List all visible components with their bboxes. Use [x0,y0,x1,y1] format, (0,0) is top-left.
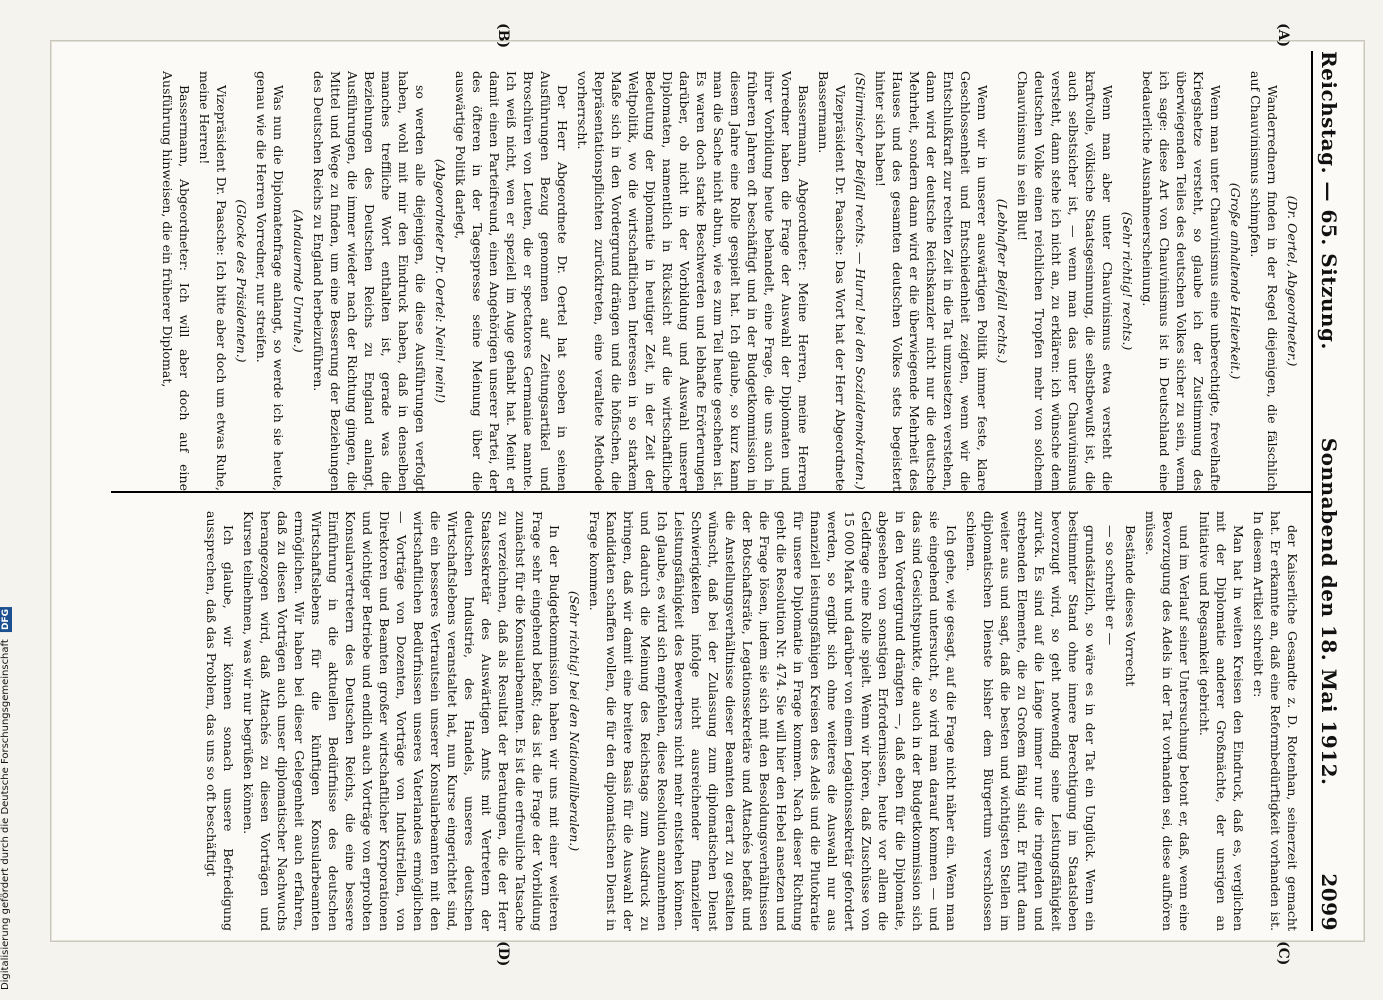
paragraph: Bassermann, Abgeordneter: Ich will aber doch auf eine Ausführung hinweisen, die ein früherer Diplomat, [160,71,192,491]
paragraph: (Große anhaltende Heiterkeit.) [1228,182,1243,380]
header-center: Sonnabend den 18. Mai 1912. [1317,437,1341,786]
margin-marker-c: (C) [1275,941,1291,966]
margin-marker-a: (A) [1275,23,1291,48]
scanned-page [50,23,1365,967]
paragraph: (Andauernde Unruhe.) [291,209,306,353]
digitization-note [0,607,12,990]
paragraph: der Kaiserliche Gesandte z. D. Rotenhan, seinerzeit gemacht hat. Er erkannte an, daß eine Reformbedürftigkeit vorhanden ist. In diesem Artikel schreibt er: [1251,511,1300,931]
paragraph: (Glocke des Präsidenten.) [234,199,249,363]
paragraph: Bassermann, Abgeordneter: Meine Herren, meine Herren Vorredner haben die Frage der Auswahl der Diplomaten und ihrer Vorbildung heute behandelt, eine Frage, die uns auch in früheren Jahren oft beschäftigt und in der Budgetkommission in diesem Jahre eine Rolle gespielt hat. Ich glaube, so kurz kann man die Sache nicht abtun, wie es zum Teil heute geschehen ist. Es waren doch starke Beschwerden und lebhafte Erörterungen darüber, ob nicht in der Vorbildung und Auswahl unserer Diplomaten, namentlich in Rücksicht auf die wirtschaftliche Bedeutung der Diplomatie in heutiger Zeit, in der Zeit der Weltpolitik, wo die wirtschaftlichen Interessen in so starkem Maße sich in den Vordergrund drängen und die höfischen, die Repräsentationspflichten zurücktreten, eine veraltete Methode vorherrscht. [575,71,811,491]
paragraph: (Stürmischer Beifall rechts. — Hurra! bei den Sozialdemokraten.) [853,72,868,490]
paragraph: In der Budgetkommission haben wir uns mit einer weiteren Frage sehr eingehend befaßt; das ist die Frage der Vorbildung zunächst für die Konsularbeamten. Es ist die erfreuliche Tatsache zu verzeichnen, daß als Resultat der Beratungen, die der Herr Staatssekretär des Auswärtigen Amts mit Vertretern der deutschen Industrie, des Handels, unseres deutschen Wirtschaftslebens veranstaltet hat, nun Kurse eingerichtet sind, die ein besseres Vertrautsein unserer Konsularbeamten mit den wirtschaftlichen Bedürfnissen unseres Vaterlandes ermöglichen — Vorträge von Dozenten, Vorträge von Industriellen, von Direktoren und Beamten großer wirtschaftlicher Korporationen und wichtiger Betriebe und endlich auch Vorträge von erprobten Konsularvertretern des Deutschen Reichs, die eine bessere Einführung in die aktuellen Bedürfnisse des deutschen Wirtschaftslebens für die künftigen Konsularbeamten ermöglichen. Wir haben bei dieser Gelegenheit auch erfahren, daß zu diesen Vorträgen auch unser diplomatischer Nachwuchs herangezogen wird, daß Attachés zu diesen Vorträgen und Kursen teilnehmen, was wir nur begrüßen können. [241,511,562,931]
page-header [1311,51,1351,931]
paragraph: Wenn wir in unserer auswärtigen Politik immer feste, klare Geschlossenheit und Entschiedenheit zeigten, wenn wir die Entschlußkraft zur rechten Zeit in die Tat umzusetzen verstehen, dann wird der deutsche Reichskanzler nicht nur die deutsche Mehrheit, sondern dann wird er die überwiegende Mehrheit des Hauses und des gesamten deutschen Volkes stets begeistert hinter sich haben! [873,71,990,491]
paragraph: (Dr. Oertel, Abgeordneter.) [1285,195,1300,367]
paragraph: Ich glaube, wir können sonach unsere Befriedigung aussprechen, daß das Problem, das uns so oft beschäftigt [204,511,236,931]
digitization-text: Digitalisierung gefördert durch die Deutsche Forschungsgemeinschaft [0,639,11,990]
paragraph: Bestände dieses Vorrecht [1123,525,1138,687]
paragraph: Ich gehe, wie gesagt, auf die Frage nicht näher ein. Wenn man sie eingehend untersucht, so wird man darauf kommen — und das sind Gesichtspunkte, die auch in der Budgetkommission sich in den Vordergrund drängten —, daß eben für die Diplomatie, abgesehen von sonstigen Erfordernissen, heute vor allem die Geldfrage eine Rolle spielt. Wenn wir hören, daß Zuschüsse von 15 000 Mark und darüber von einem Legationssekretär gefordert werden, so ergibt sich ohne weiteres die Auswahl nur aus finanziell leistungsfähigen Kreisen des Adels und die Plutokratie für unsere Diplomatie in Frage kommen. Nach dieser Richtung geht die Resolution Nr. 474. Sie will hier den Hebel ansetzen und die Frage lösen, indem sie sich mit den Besoldungsverhältnissen der Botschaftsräte, Legationssekretäre und Attachés befaßt und die Anstellungsverhältnisse dieser Beamten derart zu gestalten wünscht, daß bei der Zulassung zum diplomatischen Dienst Schwierigkeiten infolge nicht ausreichender finanzieller Leistungsfähigkeit des Bewerbers nicht mehr entstehen können. Ich glaube, es wird sich empfehlen, diese Resolution anzunehmen und dadurch die Meinung des Reichstags zum Ausdruck zu bringen, daß wir damit eine breitere Basis für die Auswahl der Kandidaten schaffen wollen, die für den diplomatischen Dienst in Frage kommen. [587,511,959,931]
paragraph: (Abgeordneter Dr. Oertel: Nein! nein!) [433,158,448,404]
margin-marker-b: (B) [495,23,511,49]
paragraph: Der Herr Abgeordnete Dr. Oertel hat soeben in seinen Ausführungen Bezug genommen auf Zeitungsartikel und Broschüren von Leuten, die er spectatores Germaniae nannte. Ich weiß nicht, wen er speziell im Auge gehabt hat. Meint er damit einen Parteifreund, einen Angehörigen unserer Partei, der des öfteren in der Tagespresse seine Meinung über die auswärtige Politik darlegt, [453,71,570,491]
paragraph: (Sehr richtig! bei den Nationalliberalen.) [567,590,582,852]
paragraph: (Sehr richtig! rechts.) [1120,211,1135,351]
paragraph: Man hat in weiten Kreisen den Eindruck, daß es, verglichen mit der Diplomatie anderer Großmächte, der unsrigen an Initiative und Regsamkeit gebricht. [1197,511,1246,931]
paragraph: Wanderrednern finden in der Regel diejenigen, die fälschlich auf Chauvinismus schimpfen. [1248,71,1280,491]
rotated-page-content [96,23,1351,967]
paragraph: und im Verlauf seiner Untersuchung betont er, daß, wenn eine Bevorzugung des Adels in der Tat vorhanden sei, diese aufhören müsse. [1143,511,1192,931]
margin-marker-d: (D) [495,941,511,967]
paragraph: — so schreibt er — [1103,525,1118,646]
page-number: 2099 [1317,873,1341,931]
paragraph: Wenn man unter Chauvinismus eine unberechtigte, frevelhafte Kriegshetze versteht, so glaube ich der Zustimmung des überwiegenden Teiles des deutschen Volkes sicher zu sein, wenn ich sage: diese Art von Chauvinismus ist in Deutschland eine bedauerliche Ausnahmeerscheinung. [1140,71,1223,491]
paragraph: Was nun die Diplomatenfrage anlangt, so werde ich sie heute, genau wie die Herren Vorredner, nur streifen. [254,71,286,491]
text-column-left [121,71,1301,491]
paragraph: Wenn man aber unter Chauvinismus etwa versteht die kraftvolle, völkische Staatsgesinnung, die selbstbewußt ist, die auch selbstsicher ist, — wenn man das unter Chauvinismus versteht, dann stehe ich nicht an, zu erklären: ich wünsche dem deutschen Volke einen reichlichen Tropfen mehr von solchem Chauvinismus in sein Blut! [1015,71,1115,491]
paragraph: so werden alle diejenigen, die diese Ausführungen verfolgt haben, wohl mit mir den Eindruck haben, daß in denselben manches treffliche Wort enthalten ist, gerade was die Beziehungen des Deutschen Reichs zu England anlangt, Ausführungen, die immer wieder nach der Richtung gingen, die Mittel und Wege zu finden, um eine Besserung der Beziehungen des Deutschen Reichs zu England herbeizuführen. [311,71,428,491]
paragraph: grundsätzlich, so wäre es in der Tat ein Unglück. Wenn ein bestimmter Stand ohne innere Berechtigung im Staatsleben bevorzugt wird, so geht notwendig seine Leistungsfähigkeit zurück. Es sind auf die Länge immer nur die ringenden und strebenden Elemente, die zu Großem fähig sind. Er führt dann weiter aus und sagt, daß die besten und wichtigsten Stellen im diplomatischen Dienste bisher dem Bürgertum verschlossen schienen. [964,511,1098,931]
dfg-logo: DFG [1,608,11,630]
column-divider [111,491,1311,493]
text-column-right [121,511,1301,931]
header-left: Reichstag. — 65. Sitzung. [1317,51,1341,350]
paragraph: Vizepräsident Dr. Paasche: Das Wort hat der Herr Abgeordnete Bassermann. [816,71,848,491]
paragraph: (Lebhafter Beifall rechts.) [995,198,1010,364]
paragraph: Vizepräsident Dr. Paasche: Ich bitte aber doch um etwas Ruhe, meine Herren! [197,71,229,491]
